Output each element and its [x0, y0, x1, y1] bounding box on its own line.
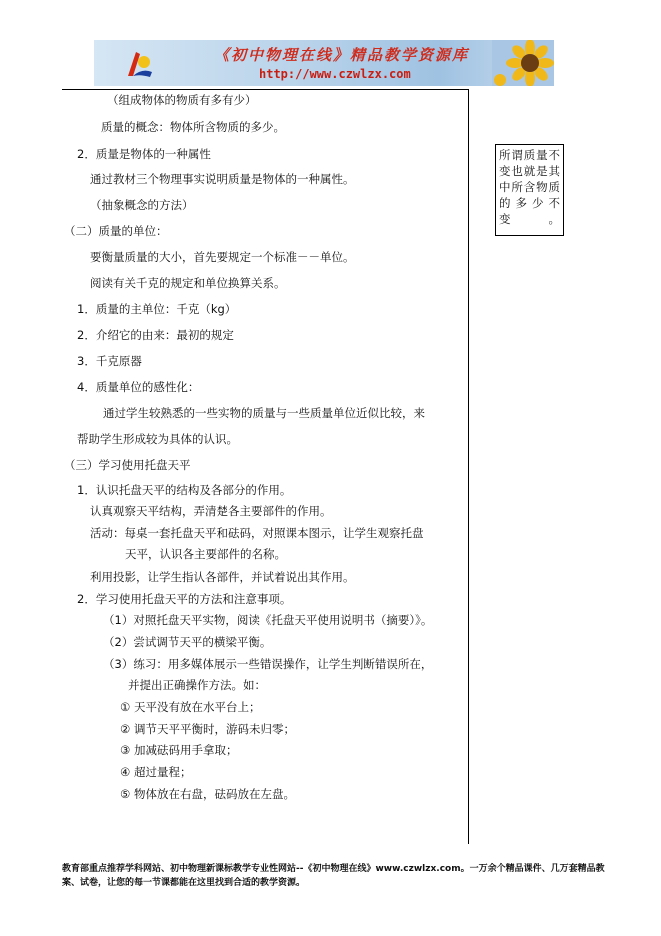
- text-line: 2．学习使用托盘天平的方法和注意事项。: [77, 592, 292, 606]
- text-line: 并提出正确操作方法。如：: [128, 678, 266, 692]
- text-line: 1．认识托盘天平的结构及各部分的作用。: [77, 483, 292, 497]
- text-line: 阅读有关千克的规定和单位换算关系。: [90, 276, 286, 290]
- text-line: 通过教材三个物理事实说明质量是物体的一种属性。: [90, 172, 355, 186]
- text-line: 通过学生较熟悉的一些实物的质量与一些质量单位近似比较，来: [103, 406, 425, 420]
- list-item: ④ 超过量程；: [120, 765, 192, 779]
- list-item: ① 天平没有放在水平台上；: [120, 700, 261, 714]
- top-rule: [62, 89, 468, 90]
- text-line: 帮助学生形成较为具体的认识。: [77, 432, 238, 446]
- text-line: （2）尝试调节天平的横梁平衡。: [103, 635, 272, 649]
- text-line: 认真观察天平结构，弄清楚各主要部件的作用。: [90, 504, 332, 518]
- list-item: ③ 加减砝码用手拿取；: [120, 743, 238, 757]
- text-line: 活动：每桌一套托盘天平和砝码，对照课本图示，让学生观察托盘: [90, 526, 424, 540]
- text-line: 利用投影，让学生指认各部件，并试着说出其作用。: [90, 570, 355, 584]
- side-note-box: [495, 144, 564, 236]
- section-heading: （三）学习使用托盘天平: [64, 458, 191, 472]
- text-line: 2．介绍它的由来：最初的规定: [77, 328, 234, 342]
- text-line: （3）练习：用多媒体展示一些错误操作，让学生判断错误所在，: [103, 657, 433, 671]
- header-banner: [94, 40, 554, 86]
- text-line: 2．质量是物体的一种属性: [77, 147, 211, 161]
- footer-text: 教育部重点推荐学科网站、初中物理新课标教学专业性网站--《初中物理在线》www.czwlzx.com。一万余个精品课件、几万套精品教案、试卷，让您的每一节课都能在这里找到合适的教学资源。: [62, 864, 605, 888]
- banner-url[interactable]: http://www.czwlzx.com: [259, 67, 411, 81]
- text-line: 质量的概念：物体所含物质的多少。: [101, 120, 285, 134]
- banner-title: 《初中物理在线》精品教学资源库: [214, 46, 470, 64]
- text-line: 4．质量单位的感性化：: [77, 380, 200, 394]
- text-line: 要衡量质量的大小，首先要规定一个标准－－单位。: [90, 250, 355, 264]
- side-note-text: 所谓质量不变也就是其中所含物质的多少不变。: [499, 148, 560, 226]
- list-item: ⑤ 物体放在右盘，砝码放在左盘。: [120, 787, 295, 801]
- text-line: （1）对照托盘天平实物，阅读《托盘天平使用说明书（摘要）》。: [103, 613, 433, 627]
- logo-icon: [124, 48, 154, 80]
- section-heading: （二）质量的单位：: [64, 224, 168, 238]
- text-line: 天平，认识各主要部件的名称。: [125, 547, 286, 561]
- text-line: （抽象概念的方法）: [90, 198, 194, 212]
- text-line: 3．千克原器: [77, 354, 142, 368]
- text-line: （组成物体的物质有多有少）: [107, 93, 257, 107]
- text-line: 1．质量的主单位：千克（kg）: [77, 302, 237, 316]
- sunflower-icon: [492, 40, 554, 86]
- list-item: ② 调节天平平衡时，游码未归零；: [120, 722, 295, 736]
- column-divider: [468, 89, 469, 844]
